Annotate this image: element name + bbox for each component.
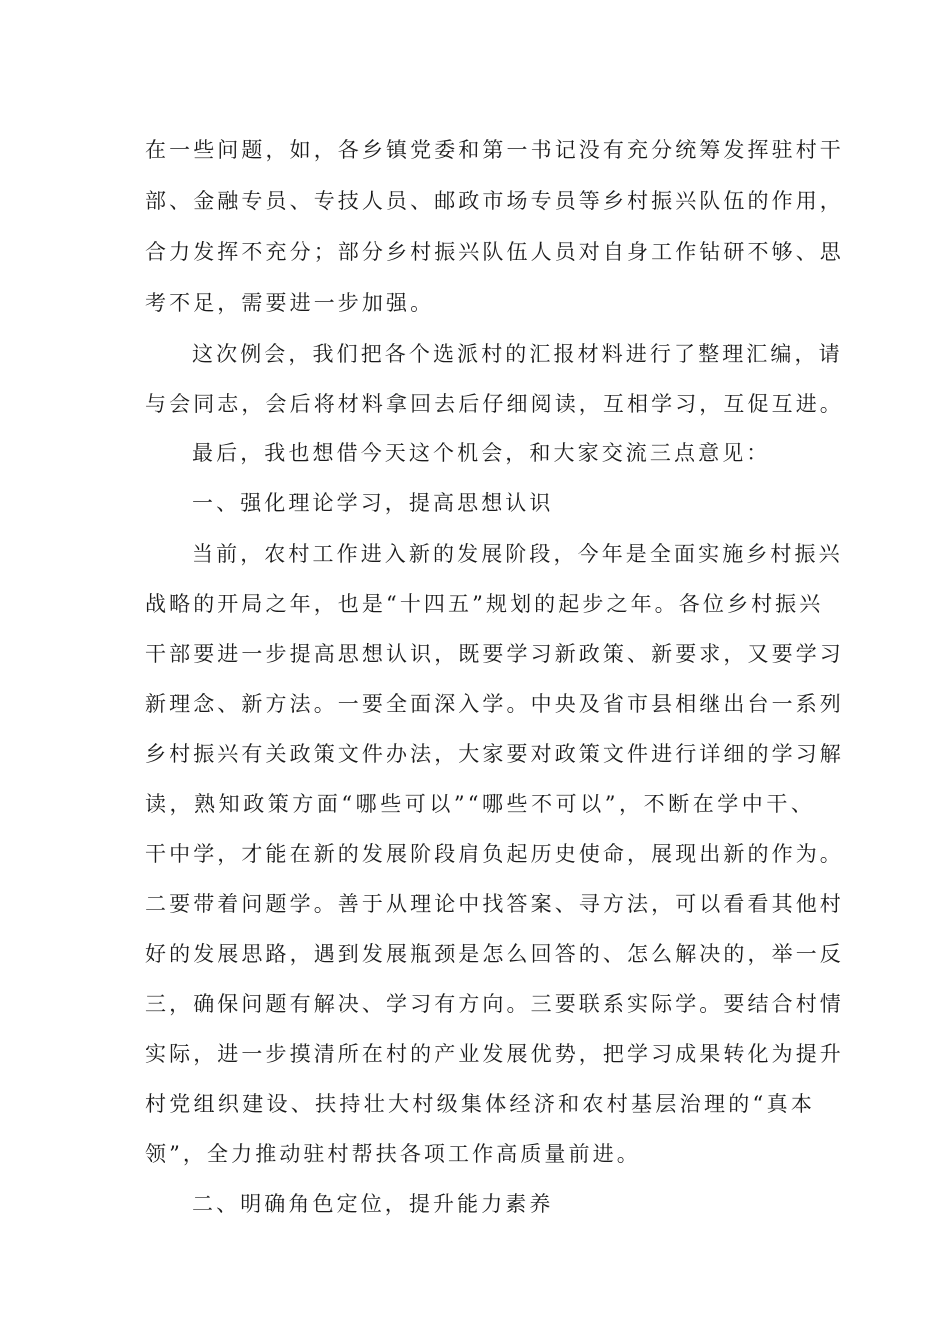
text-line: 考不足，需要进一步加强。 [145, 291, 435, 315]
section-heading: 二、明确角色定位，提升能力素养 [192, 1192, 554, 1216]
text-line: 读，熟知政策方面“哪些可以”“哪些不可以”，不断在学中干、 [145, 792, 815, 816]
text-line: 三，确保问题有解决、学习有方向。三要联系实际学。要结合村情 [145, 992, 844, 1016]
text-line: 实际，进一步摸清所在村的产业发展优势，把学习成果转化为提升 [145, 1042, 844, 1066]
text-line: 干部要进一步提高思想认识，既要学习新政策、新要求，又要学习 [145, 642, 844, 666]
section-heading: 一、强化理论学习，提高思想认识 [192, 491, 554, 515]
text-line: 战略的开局之年，也是“十四五”规划的起步之年。各位乡村振兴 [145, 592, 824, 616]
text-line: 合力发挥不充分；部分乡村振兴队伍人员对自身工作钻研不够、思 [145, 240, 844, 264]
text-line: 新理念、新方法。一要全面深入学。中央及省市县相继出台一系列 [145, 692, 844, 716]
text-line: 干中学，才能在新的发展阶段肩负起历史使命，展现出新的作为。 [145, 842, 844, 866]
text-line: 当前，农村工作进入新的发展阶段，今年是全面实施乡村振兴 [192, 542, 843, 566]
text-line: 与会同志，会后将材料拿回去后仔细阅读，互相学习，互促互进。 [145, 392, 844, 416]
text-line: 在一些问题，如，各乡镇党委和第一书记没有充分统筹发挥驻村干 [145, 138, 844, 162]
text-line: 这次例会，我们把各个选派村的汇报材料进行了整理汇编，请 [192, 342, 843, 366]
text-line: 好的发展思路，遇到发展瓶颈是怎么回答的、怎么解决的，举一反 [145, 942, 844, 966]
text-line: 部、金融专员、专技人员、邮政市场专员等乡村振兴队伍的作用， [145, 189, 844, 213]
text-line: 乡村振兴有关政策文件办法，大家要对政策文件进行详细的学习解 [145, 742, 844, 766]
text-line: 领”，全力推动驻村帮扶各项工作高质量前进。 [145, 1142, 641, 1166]
text-line: 最后，我也想借今天这个机会，和大家交流三点意见： [192, 441, 771, 465]
text-line: 村党组织建设、扶持壮大村级集体经济和农村基层治理的“真本 [145, 1092, 815, 1116]
text-line: 二要带着问题学。善于从理论中找答案、寻方法，可以看看其他村 [145, 892, 844, 916]
